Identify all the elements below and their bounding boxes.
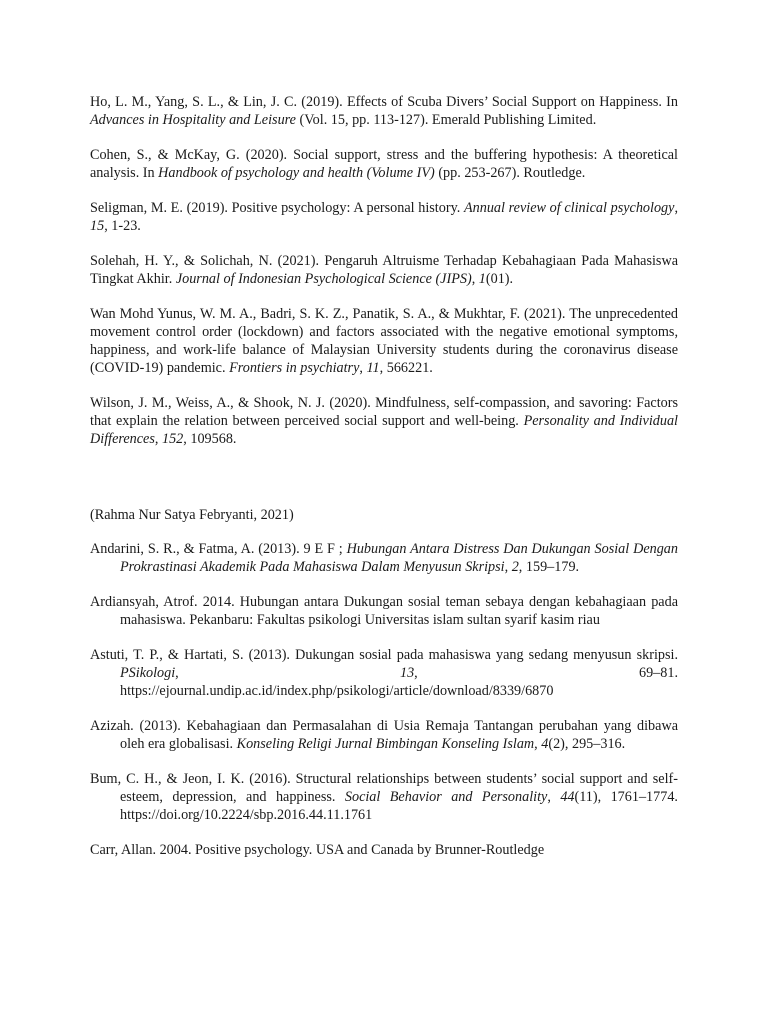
reference-details: , 69–81. https://ejournal.undip.ac.id/index.php/psikologi/article/download/8339/6870 xyxy=(120,665,678,699)
reference-separator: , xyxy=(504,559,512,575)
reference-details: , 159–179. xyxy=(518,559,580,575)
reference-source: PSikologi xyxy=(120,665,176,681)
reference-author-title: Cohen, S., & McKay, G. (2020). Social support, stress and the buffering hypothesis: A theoretical analysis. In xyxy=(90,147,678,181)
reference-list-primary xyxy=(90,93,678,448)
reference-source: Social Behavior and Personality xyxy=(344,789,548,805)
reference-entry xyxy=(90,199,678,235)
reference-list-secondary xyxy=(90,540,678,859)
document-page xyxy=(90,93,678,859)
reference-author-title: Solehah, H. Y., & Solichah, N. (2021). Pengaruh Altruisme Terhadap Kebahagiaan Pada Mahasiswa Tingkat Akhir. xyxy=(90,253,678,287)
reference-source: Advances in Hospitality and Leisure xyxy=(90,112,296,128)
reference-source: Personality and Individual Differences xyxy=(90,413,678,447)
reference-entry xyxy=(90,252,678,288)
reference-source: Annual review of clinical psychology xyxy=(463,200,675,216)
reference-entry xyxy=(90,841,678,859)
reference-volume: 15 xyxy=(90,218,105,234)
reference-entry xyxy=(90,646,678,700)
reference-source: Frontiers in psychiatry xyxy=(229,360,360,376)
reference-volume: 44 xyxy=(560,789,575,805)
reference-separator: , xyxy=(547,789,561,805)
reference-separator: , xyxy=(674,200,678,216)
reference-entry xyxy=(90,93,678,129)
reference-entry xyxy=(90,305,678,377)
reference-separator: , xyxy=(359,360,367,376)
reference-separator: , xyxy=(154,431,162,447)
reference-entry xyxy=(90,770,678,824)
reference-author-title: Seligman, M. E. (2019). Positive psychology: A personal history. xyxy=(90,200,464,216)
reference-volume: 152 xyxy=(161,431,184,447)
reference-volume: 2 xyxy=(511,559,519,575)
reference-author-title: Andarini, S. R., & Fatma, A. (2013). 9 E F ; xyxy=(90,541,347,557)
reference-author-title: Bum, C. H., & Jeon, I. K. (2016). Structural relationships between students’ social support and self-esteem, depression, and happiness. xyxy=(90,771,678,805)
reference-entry xyxy=(90,717,678,753)
reference-volume: 13 xyxy=(399,665,415,681)
reference-entry xyxy=(90,146,678,182)
reference-source: Handbook of psychology and health (Volume IV) xyxy=(158,165,435,181)
reference-author-title: Ardiansyah, Atrof. 2014. Hubungan antara Dukungan sosial teman sebaya dengan kebahagiaan pada mahasiswa. Pekanbaru: Fakultas psikologi Universitas islam sultan syarif kasim riau xyxy=(90,594,678,628)
reference-details: , 1-23. xyxy=(104,218,141,234)
reference-details: (pp. 253-267). Routledge. xyxy=(434,165,586,181)
reference-separator: , xyxy=(175,665,400,681)
reference-entry xyxy=(90,394,678,448)
reference-volume: 4 xyxy=(541,736,549,752)
reference-source: Hubungan Antara Distress Dan Dukungan Sosial Dengan Prokrastinasi Akademik Pada Mahasiswa Dalam Menyusun Skripsi xyxy=(120,541,678,575)
reference-author-title: Azizah. (2013). Kebahagiaan dan Permasalahan di Usia Remaja Tantangan perubahan yang dibawa oleh era globalisasi. xyxy=(90,718,678,752)
reference-author-title: Wan Mohd Yunus, W. M. A., Badri, S. K. Z., Panatik, S. A., & Mukhtar, F. (2021). The unprecedented movement control order (lockdown) and factors associated with the negative emotional symptoms, happiness, and work-life balance of Malaysian University students during the coronavirus disease (COVID-19) pandemic. xyxy=(90,306,678,376)
reference-volume: 1 xyxy=(478,271,486,287)
reference-details: , 109568. xyxy=(183,431,237,447)
reference-details: (Vol. 15, pp. 113-127). Emerald Publishing Limited. xyxy=(295,112,597,128)
reference-details: (11), 1761–1774. https://doi.org/10.2224/sbp.2016.44.11.1761 xyxy=(120,789,678,823)
reference-separator: , xyxy=(471,271,479,287)
reference-entry xyxy=(90,540,678,576)
reference-volume: 11 xyxy=(366,360,380,376)
reference-separator: , xyxy=(534,736,542,752)
reference-author-title: Carr, Allan. 2004. Positive psychology. USA and Canada by Brunner-Routledge xyxy=(90,842,545,858)
reference-details: (01). xyxy=(485,271,514,287)
reference-source: Konseling Religi Jurnal Bimbingan Konseling Islam xyxy=(236,736,535,752)
reference-source: Journal of Indonesian Psychological Science (JIPS) xyxy=(175,271,472,287)
source-note: (Rahma Nur Satya Febryanti, 2021) xyxy=(90,507,294,523)
reference-author-title: Astuti, T. P., & Hartati, S. (2013). Dukungan sosial pada mahasiswa yang sedang menyusun skripsi. xyxy=(90,647,678,663)
reference-author-title: Ho, L. M., Yang, S. L., & Lin, J. C. (2019). Effects of Scuba Divers’ Social Support on Happiness. In xyxy=(90,94,678,110)
reference-details: , 566221. xyxy=(379,360,433,376)
reference-author-title: Wilson, J. M., Weiss, A., & Shook, N. J. (2020). Mindfulness, self-compassion, and savoring: Factors that explain the relation between perceived social support and well-being. xyxy=(90,395,678,429)
reference-details: (2), 295–316. xyxy=(548,736,626,752)
reference-entry xyxy=(90,593,678,629)
